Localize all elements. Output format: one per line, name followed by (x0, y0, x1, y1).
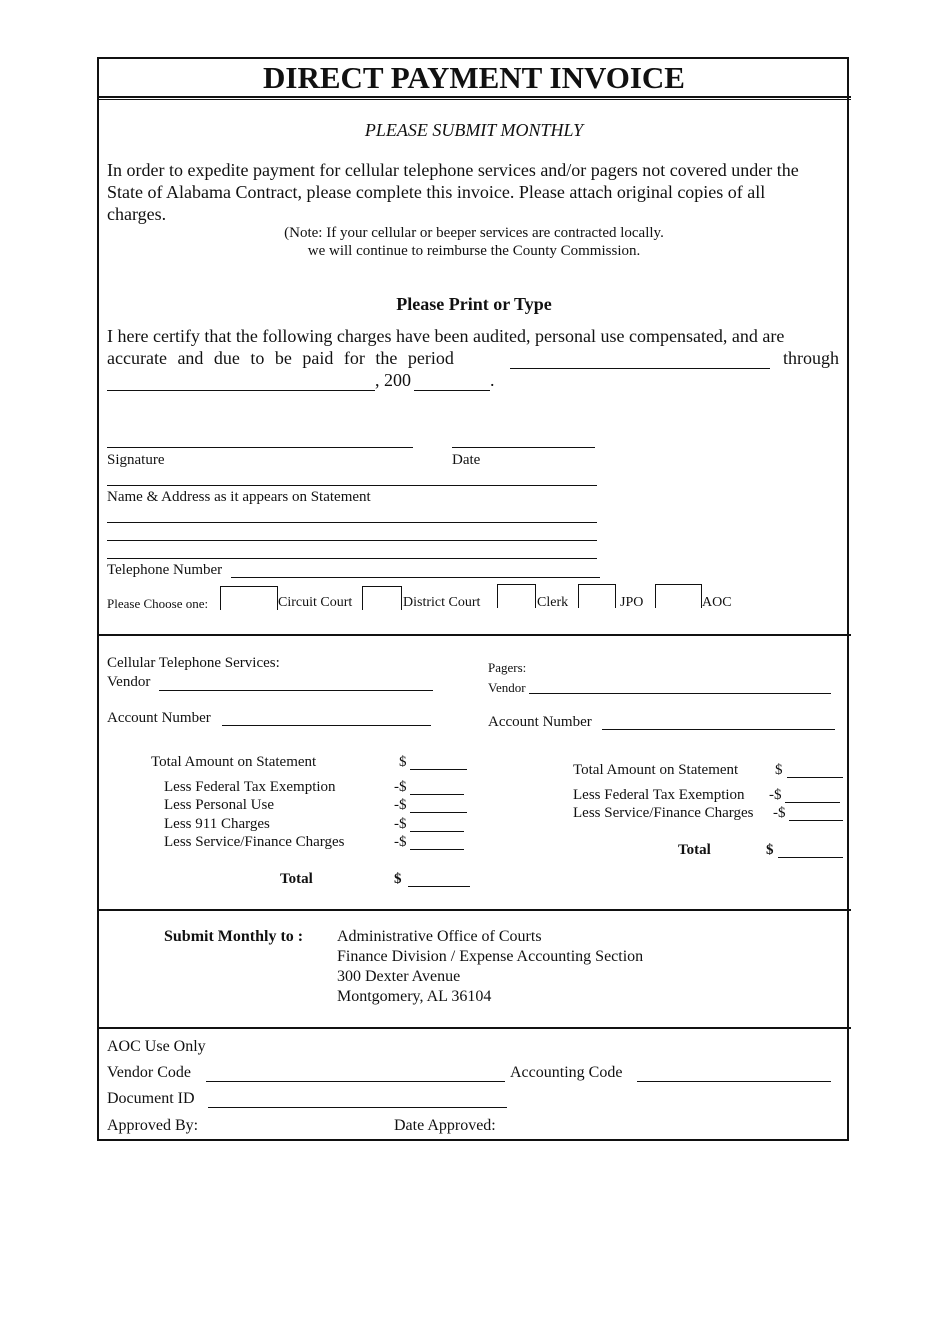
telephone-label: Telephone Number (107, 562, 223, 578)
vendor-code-label: Vendor Code (107, 1064, 191, 1081)
district-court-checkbox[interactable] (362, 586, 402, 610)
intro-line-2: State of Alabama Contract, please complete this invoice. Please attach original copies of all (107, 182, 766, 202)
year-field[interactable] (414, 390, 490, 391)
name-line-top[interactable] (107, 485, 597, 486)
cellular-less-federal-label: Less Federal Tax Exemption (164, 779, 336, 795)
telephone-field[interactable] (231, 577, 600, 578)
form-title: DIRECT PAYMENT INVOICE (263, 60, 685, 95)
section-divider-3 (97, 1027, 851, 1029)
period-start-field[interactable] (510, 368, 770, 369)
cellular-total-field[interactable] (408, 886, 470, 887)
pagers-total-label: Total (678, 842, 711, 858)
pagers-total-field[interactable] (778, 857, 843, 858)
address-line-2[interactable] (107, 540, 597, 541)
pagers-less-service-label: Less Service/Finance Charges (573, 805, 754, 821)
submit-address-line-4: Montgomery, AL 36104 (337, 988, 492, 1005)
clerk-label: Clerk (537, 595, 569, 610)
cellular-heading: Cellular Telephone Services: (107, 655, 280, 671)
cellular-total-statement-field[interactable] (410, 769, 467, 770)
document-id-label: Document ID (107, 1090, 195, 1107)
certify-line-2a: accurate and due to be paid for the period (107, 348, 454, 368)
pagers-account-label: Account Number (488, 714, 592, 730)
circuit-court-label: Circuit Court (278, 595, 353, 610)
intro-line-3: charges. (107, 204, 167, 224)
address-line-3[interactable] (107, 558, 597, 559)
certify-period-end: . (490, 370, 495, 390)
submit-address-line-2: Finance Division / Expense Accounting Section (337, 948, 644, 965)
pagers-less-federal-label: Less Federal Tax Exemption (573, 787, 745, 803)
district-court-label: District Court (403, 595, 481, 610)
subtitle: PLEASE SUBMIT MONTHLY (364, 120, 584, 140)
certify-year-prefix: , 200 (375, 370, 411, 390)
cellular-less-911-field[interactable] (410, 831, 464, 832)
cellular-less-personal-field[interactable] (410, 812, 467, 813)
note-line-1: (Note: If your cellular or beeper services are contracted locally. (284, 225, 664, 241)
certify-line-1: I here certify that the following charges have been audited, personal use compensated, and are (107, 326, 785, 346)
submit-label: Submit Monthly to : (164, 928, 304, 945)
pagers-less-service-dollar: -$ (773, 805, 786, 821)
cellular-less-911-label: Less 911 Charges (164, 816, 270, 832)
accounting-code-field[interactable] (637, 1081, 831, 1082)
date-approved-label: Date Approved: (394, 1117, 496, 1134)
certify-line-2b: through (783, 348, 839, 368)
aoc-heading: AOC Use Only (107, 1038, 206, 1055)
aoc-label: AOC (702, 595, 732, 610)
submit-address-line-1: Administrative Office of Courts (337, 928, 542, 945)
title-divider-2 (97, 99, 851, 100)
pagers-total-dollar: $ (766, 842, 774, 858)
pagers-total-statement-label: Total Amount on Statement (573, 762, 739, 778)
pagers-less-federal-dollar: -$ (769, 787, 782, 803)
name-address-label: Name & Address as it appears on Statement (107, 489, 371, 505)
address-line-1[interactable] (107, 522, 597, 523)
section-divider-1 (97, 634, 851, 636)
cellular-total-label: Total (280, 871, 313, 887)
title-divider (97, 96, 851, 98)
date-label: Date (452, 452, 481, 468)
cellular-account-label: Account Number (107, 710, 211, 726)
cellular-total-statement-dollar: $ (399, 754, 407, 770)
cellular-less-service-label: Less Service/Finance Charges (164, 834, 345, 850)
cellular-account-field[interactable] (222, 725, 431, 726)
signature-field[interactable] (107, 447, 413, 448)
cellular-less-personal-dollar: -$ (394, 797, 407, 813)
signature-label: Signature (107, 452, 165, 468)
date-field[interactable] (452, 447, 595, 448)
cellular-less-personal-label: Less Personal Use (164, 797, 274, 813)
pagers-total-statement-dollar: $ (775, 762, 783, 778)
submit-address-line-3: 300 Dexter Avenue (337, 968, 461, 985)
note-line-2: we will continue to reimburse the County Commission. (307, 243, 641, 259)
cellular-less-service-field[interactable] (410, 849, 464, 850)
section-divider-2 (97, 909, 851, 911)
accounting-code-label: Accounting Code (510, 1064, 623, 1081)
pagers-vendor-label: Vendor (488, 680, 526, 695)
cellular-vendor-field[interactable] (159, 690, 433, 691)
cellular-total-statement-label: Total Amount on Statement (151, 754, 317, 770)
pagers-less-service-field[interactable] (789, 820, 843, 821)
clerk-checkbox[interactable] (497, 584, 536, 608)
pagers-account-field[interactable] (602, 729, 835, 730)
cellular-total-dollar: $ (394, 871, 402, 887)
print-heading: Please Print or Type (396, 294, 552, 314)
pagers-less-federal-field[interactable] (785, 802, 840, 803)
cellular-less-service-dollar: -$ (394, 834, 407, 850)
cellular-vendor-label: Vendor (107, 674, 151, 690)
pagers-vendor-field[interactable] (529, 693, 831, 694)
intro-line-1: In order to expedite payment for cellular telephone services and/or pagers not covered under the (107, 160, 799, 180)
vendor-code-field[interactable] (206, 1081, 505, 1082)
jpo-label: JPO (620, 595, 644, 610)
document-id-field[interactable] (208, 1107, 507, 1108)
circuit-court-checkbox[interactable] (220, 586, 278, 610)
cellular-less-federal-field[interactable] (410, 794, 464, 795)
pagers-total-statement-field[interactable] (787, 777, 843, 778)
aoc-checkbox[interactable] (655, 584, 702, 608)
jpo-checkbox[interactable] (578, 584, 616, 608)
approved-by-label: Approved By: (107, 1117, 199, 1134)
cellular-less-911-dollar: -$ (394, 816, 407, 832)
pagers-heading: Pagers: (488, 660, 527, 675)
choose-label: Please Choose one: (107, 596, 209, 611)
cellular-less-federal-dollar: -$ (394, 779, 407, 795)
period-end-field[interactable] (107, 390, 375, 391)
